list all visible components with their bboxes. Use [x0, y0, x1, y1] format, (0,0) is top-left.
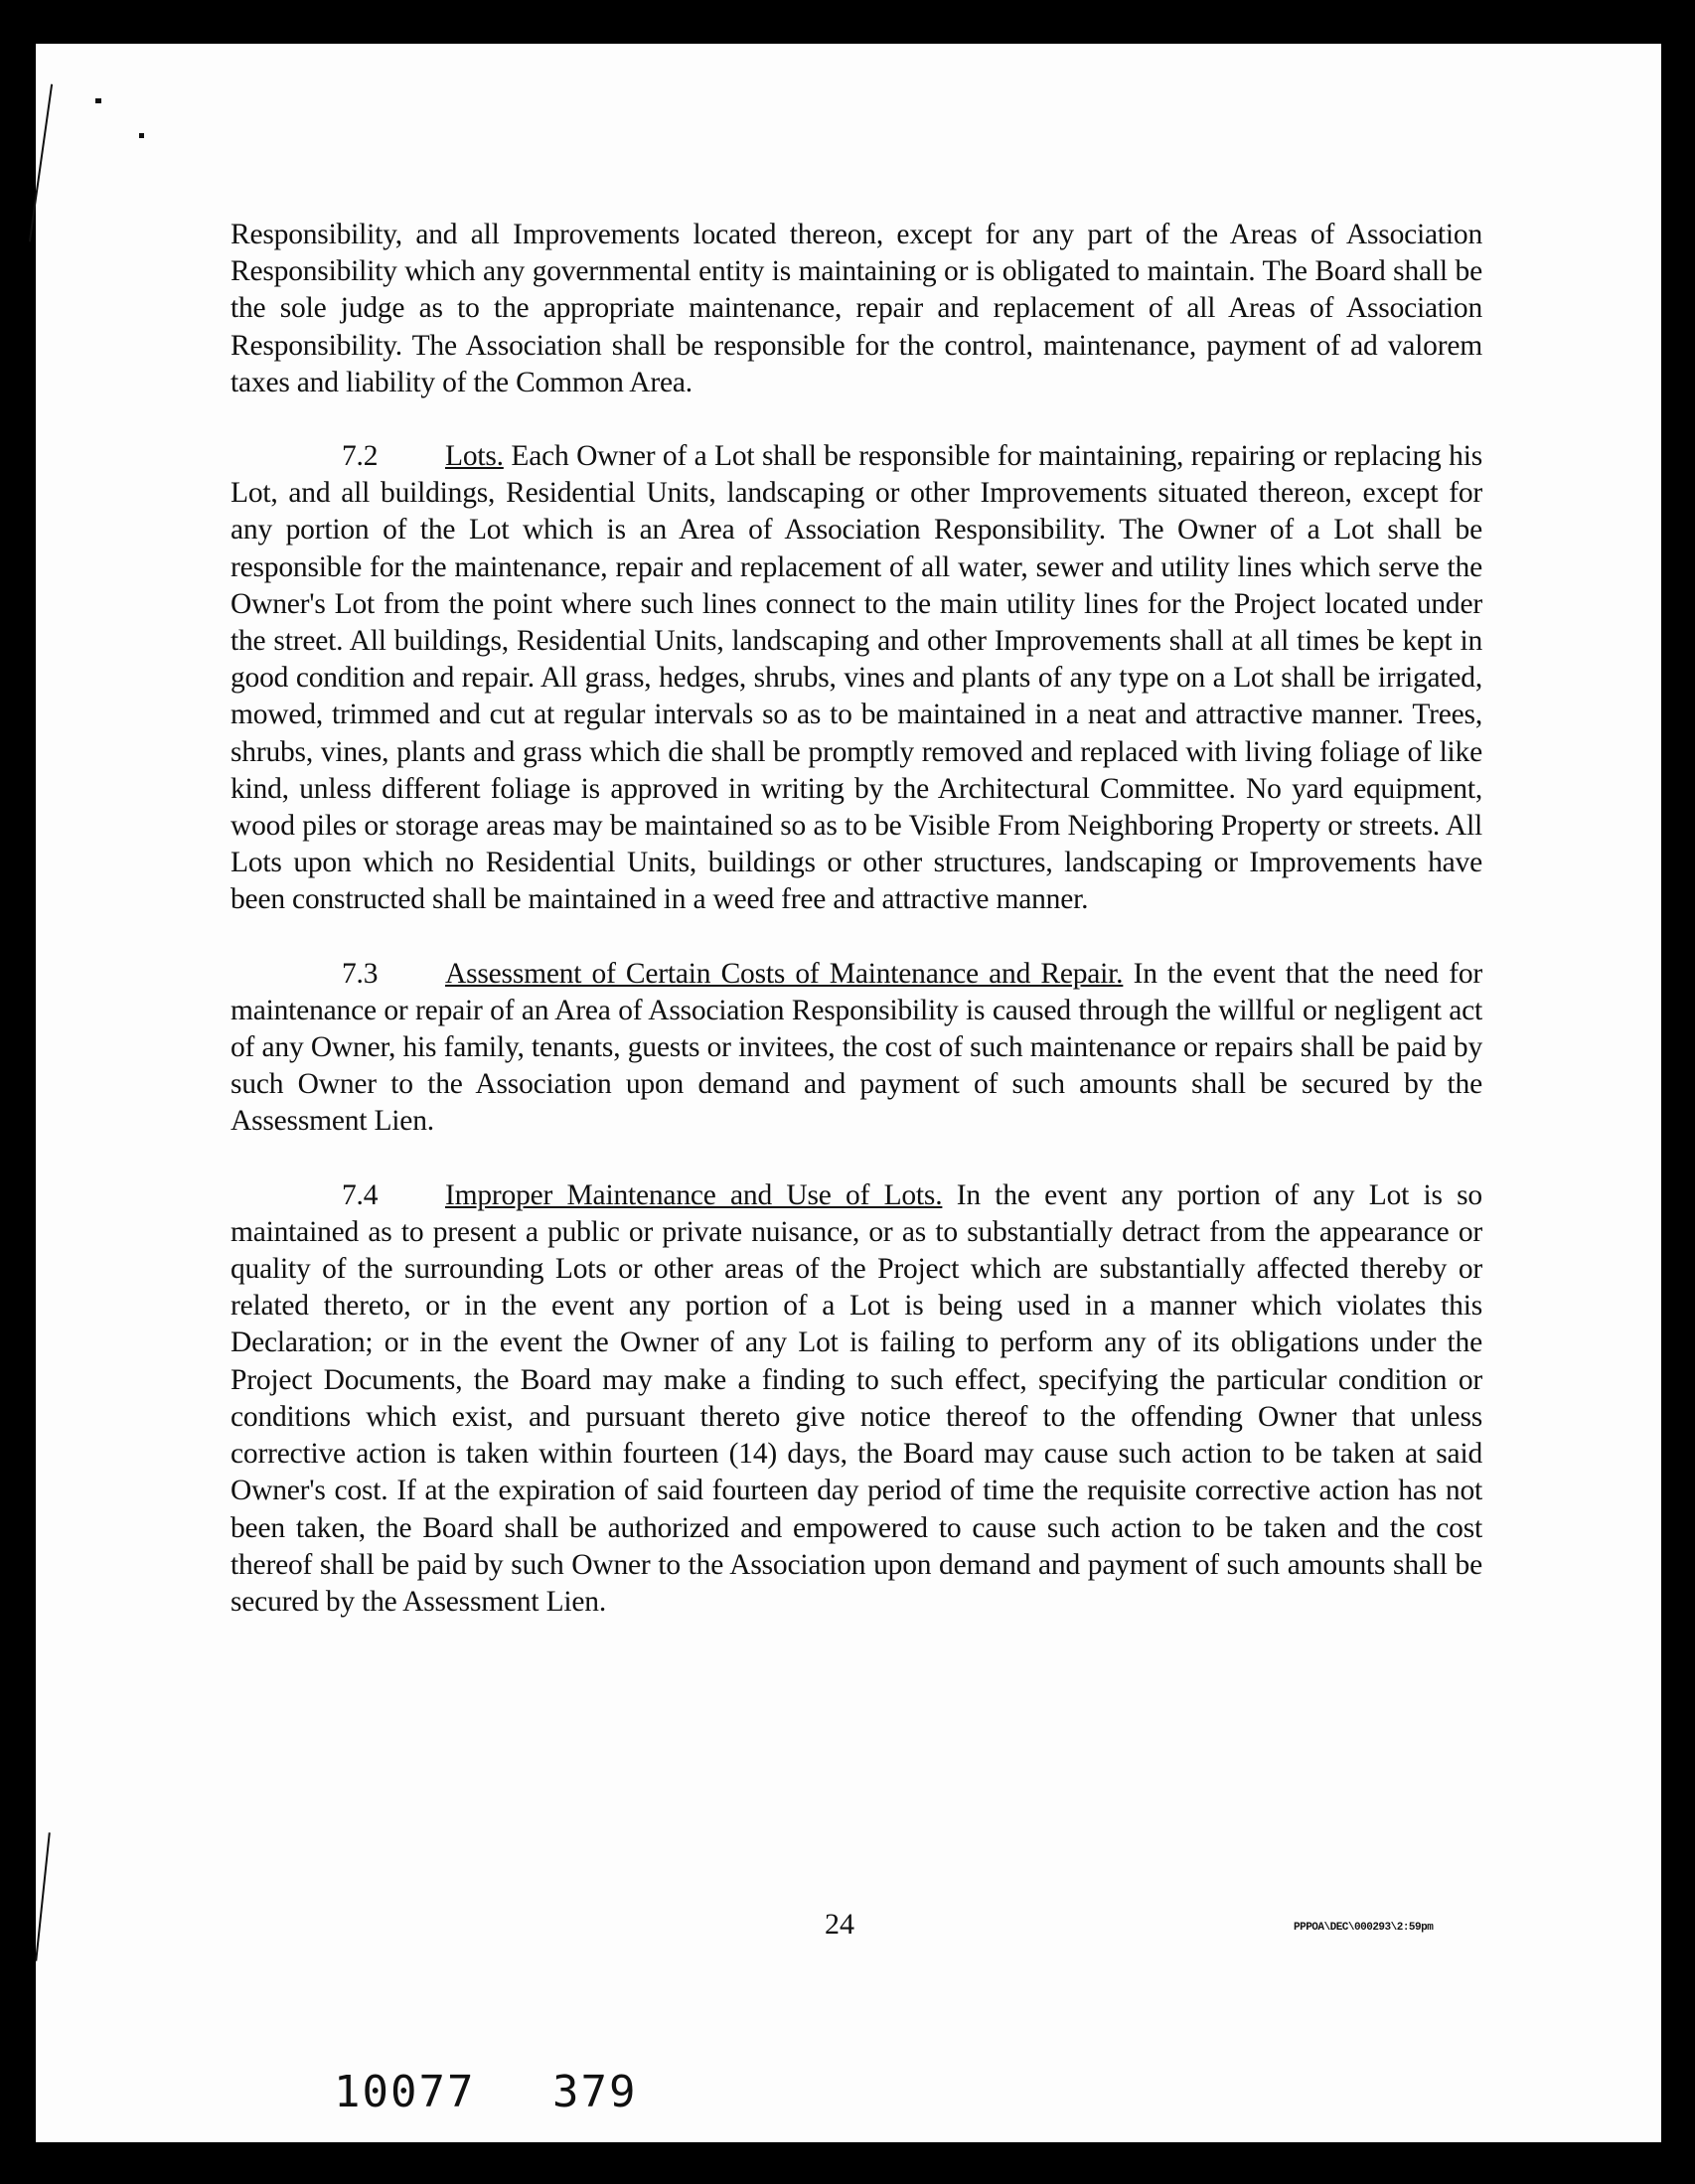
scan-artifact-line [35, 1832, 51, 1960]
recording-stamp-book: 10077 [334, 2067, 476, 2117]
section-heading: Lots. [445, 440, 504, 473]
section-text: In the event that the need for maintenance or repair of an Area of Association Responsibility is caused through the willful or negligent act of any Owner, his family, tenants, guests or invitees, the cost of such maintenance or repairs shall be paid by such Owner to the Association upon demand and payment of such amounts shall be secured by the Assessment Lien. [231, 957, 1482, 1138]
section-heading: Improper Maintenance and Use of Lots. [445, 1178, 943, 1211]
scan-artifact-dot [139, 133, 144, 138]
section-number: 7.3 [342, 957, 379, 990]
scan-artifact-dot [95, 98, 101, 103]
section-text: Each Owner of a Lot shall be responsible for maintaining, repairing or replacing his Lot, and all buildings, Residential Units, landscaping or other Improvements situated thereon, except for any portion of the Lot which is an Area of Association Responsibility. The Owner of a Lot shall be responsible for the maintenance, repair and replacement of all water, sewer and utility lines which serve the Owner's Lot from the point where such lines connect to the main utility lines for the Project located under the street. All buildings, Residential Units, landscaping and other Improvements shall at all times be kept in good condition and repair. All grass, hedges, shrubs, vines and plants of any type on a Lot shall be irrigated, mowed, trimmed and cut at regular intervals so as to be maintained in a neat and attractive manner. Trees, shrubs, vines, plants and grass which die shall be promptly removed and replaced with living foliage of like kind, unless different foliage is approved in writing by the Architectural Committee. No yard equipment, wood piles or storage areas may be maintained so as to be Visible From Neighboring Property or streets. All Lots upon which no Residential Units, buildings or other structures, landscaping or Improvements have been constructed shall be maintained in a weed free and attractive manner. [231, 440, 1482, 916]
document-body [231, 217, 1482, 1657]
section-7-4 [231, 1177, 1482, 1621]
section-7-2 [231, 438, 1482, 919]
section-7-3 [231, 956, 1482, 1141]
section-heading: Assessment of Certain Costs of Maintenance and Repair. [445, 957, 1124, 990]
section-number: 7.4 [342, 1178, 379, 1211]
recording-stamp-page: 379 [552, 2067, 638, 2117]
section-number: 7.2 [342, 440, 379, 473]
file-code: PPPOA\DEC\000293\2:59pm [1294, 1922, 1434, 1934]
paragraph-text: Responsibility, and all Improvements located thereon, except for any part of the Areas of Association Responsibility which any governmental entity is maintaining or is obligated to maintain. The Board shall be the sole judge as to the appropriate maintenance, repair and replacement of all Areas of Association Responsibility. The Association shall be responsible for the control, maintenance, payment of ad valorem taxes and liability of the Common Area. [231, 219, 1482, 398]
page-number: 24 [825, 1908, 854, 1941]
paragraph-continuation [231, 217, 1482, 401]
section-text: In the event any portion of any Lot is so maintained as to present a public or private nuisance, or as to substantially detract from the appearance or quality of the surrounding Lots or other areas of the Project which are substantially affected thereby or related thereto, or in the event any portion of a Lot is being used in a manner which violates this Declaration; or in the event the Owner of any Lot is failing to perform any of its obligations under the Project Documents, the Board may make a finding to such effect, specifying the particular condition or conditions which exist, and pursuant thereto give notice thereof to the offending Owner that unless corrective action is taken within fourteen (14) days, the Board may cause such action to be taken at said Owner's cost. If at the expiration of said fourteen day period of time the requisite corrective action has not been taken, the Board shall be authorized and empowered to cause such action to be taken and the cost thereof shall be paid by such Owner to the Association upon demand and payment of such amounts shall be secured by the Assessment Lien. [231, 1178, 1482, 1618]
